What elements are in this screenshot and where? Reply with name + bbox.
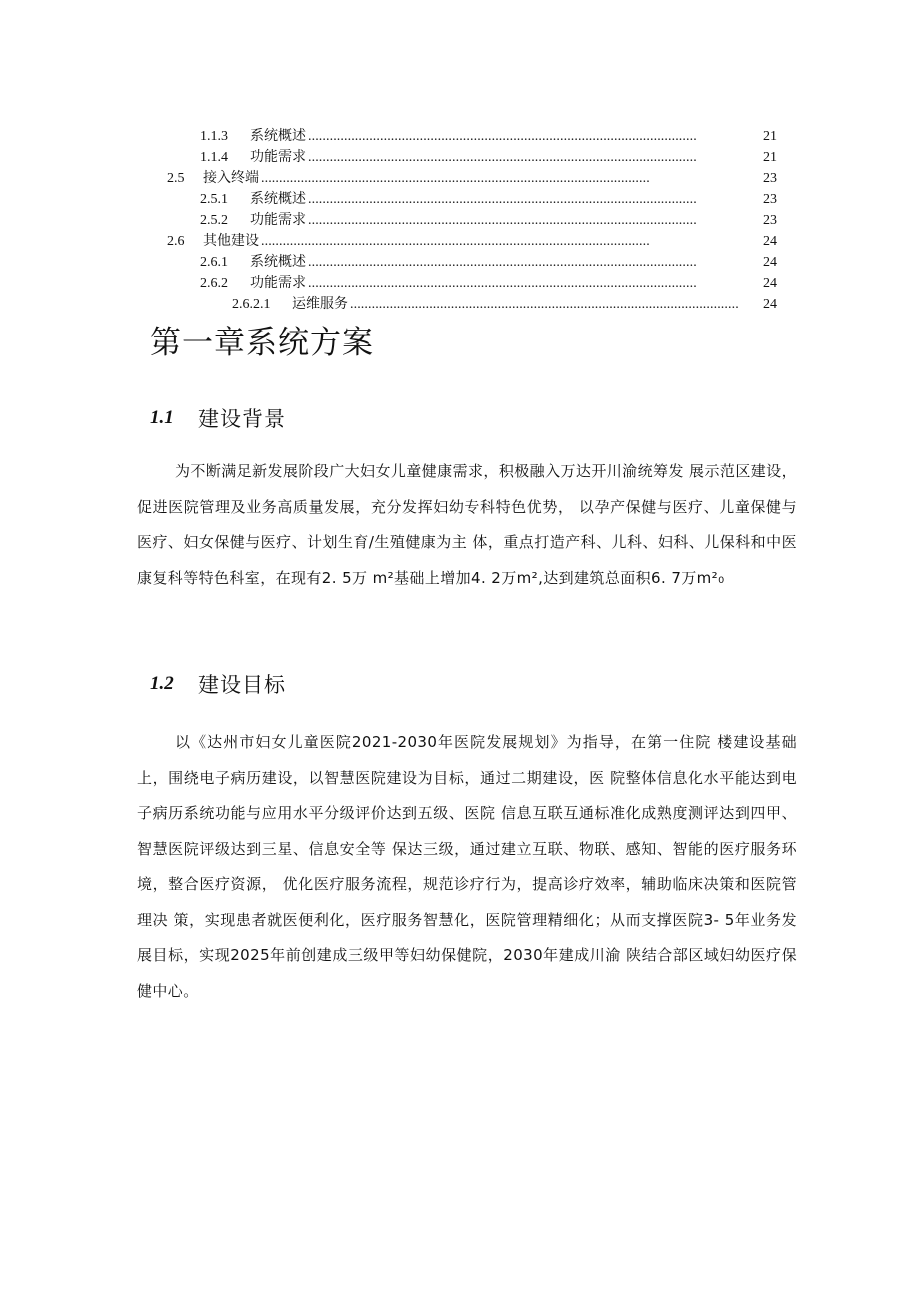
toc-entry-page: 24	[763, 276, 777, 291]
toc-entry-page: 23	[763, 192, 777, 207]
toc-leader-dots	[308, 210, 761, 231]
toc-entry-title: 功能需求	[250, 275, 306, 291]
toc-leader-dots	[308, 126, 761, 147]
toc-entry-page: 23	[763, 171, 777, 186]
toc-leader-dots	[350, 294, 761, 315]
section-number: 1.2	[150, 673, 174, 694]
toc-entry-title: 功能需求	[250, 149, 306, 165]
toc-entry-number: 2.6.2	[200, 276, 228, 291]
toc-entry-title: 功能需求	[250, 212, 306, 228]
toc-entry[interactable]	[200, 126, 777, 147]
toc-entry-number: 1.1.4	[200, 150, 228, 165]
section-title: 建设目标	[198, 673, 286, 697]
toc-entry-page: 21	[763, 129, 777, 144]
toc-entry-title: 系统概述	[250, 128, 306, 144]
toc-entry-page: 21	[763, 150, 777, 165]
section-number: 1.1	[150, 407, 174, 428]
toc-entry-title: 系统概述	[250, 254, 306, 270]
toc-leader-dots	[261, 168, 761, 189]
toc-entry[interactable]	[200, 147, 777, 168]
toc-entry-number: 2.6.1	[200, 255, 228, 270]
toc-entry-page: 24	[763, 234, 777, 249]
toc-entry-number: 2.6	[167, 234, 185, 249]
toc-entry-page: 24	[763, 255, 777, 270]
section-body-1-2: 以《达州市妇女儿童医院2021-2030年医院发展规划》为指导，在第一住院 楼建设基础上，围绕电子病历建设，以智慧医院建设为目标，通过二期建设，医 院整体信息化水平能达到电子病历系统功能与应用水平分级评价达到五级、医院 信息互联互通标准化成熟度测评达到四甲、智慧医院评级达到三星、信息安全等 保达三级，通过建立互联、物联、感知、智能的医疗服务环境，整合医疗资源， 优化医疗服务流程，规范诊疗行为，提高诊疗效率，辅助临床决策和医院管理决 策，实现患者就医便利化，医疗服务智慧化，医院管理精细化；从而支撑医院3- 5年业务发展目标，实现2025年前创建成三级甲等妇幼保健院，2030年建成川渝 陕结合部区域妇幼医疗保健中心。	[137, 733, 797, 1000]
toc-entry-number: 2.5.1	[200, 192, 228, 207]
toc-leader-dots	[308, 252, 761, 273]
toc-entry-title: 接入终端	[203, 170, 259, 186]
section-heading-1-2	[150, 664, 286, 704]
toc-entry-title: 系统概述	[250, 191, 306, 207]
toc-entry-number: 1.1.3	[200, 129, 228, 144]
toc-entry-page: 24	[763, 297, 777, 312]
toc-entry-title: 运维服务	[292, 296, 348, 312]
toc-entry-page: 23	[763, 213, 777, 228]
toc-leader-dots	[308, 273, 761, 294]
toc-leader-dots	[261, 231, 761, 252]
toc-entry[interactable]	[200, 210, 777, 231]
toc-entry[interactable]	[200, 189, 777, 210]
toc-leader-dots	[308, 189, 761, 210]
toc-entry-number: 2.5.2	[200, 213, 228, 228]
section-body-1-1: 为不断满足新发展阶段广大妇女儿童健康需求，积极融入万达开川渝统筹发 展示范区建设，促进医院管理及业务高质量发展，充分发挥妇幼专科特色优势， 以孕产保健与医疗、儿童保健与医疗、妇女保健与医疗、计划生育/生殖健康为主 体，重点打造产科、儿科、妇科、儿保科和中医康复科等特色科室，在现有2. 5万 m²基础上增加4. 2万m²,达到建筑总面积6. 7万m²₀	[137, 462, 797, 587]
toc-entry-title: 其他建设	[203, 233, 259, 249]
toc-entry[interactable]	[167, 168, 777, 189]
toc-leader-dots	[308, 147, 761, 168]
toc-entry[interactable]	[200, 273, 777, 294]
section-title: 建设背景	[198, 407, 286, 431]
toc-entry[interactable]	[232, 294, 777, 315]
toc-entry-number: 2.5	[167, 171, 185, 186]
toc-entry[interactable]	[200, 252, 777, 273]
section-heading-1-1	[150, 398, 286, 438]
toc-entry[interactable]	[167, 231, 777, 252]
chapter-title: 第一章系统方案	[150, 325, 374, 361]
toc-entry-number: 2.6.2.1	[232, 297, 271, 312]
